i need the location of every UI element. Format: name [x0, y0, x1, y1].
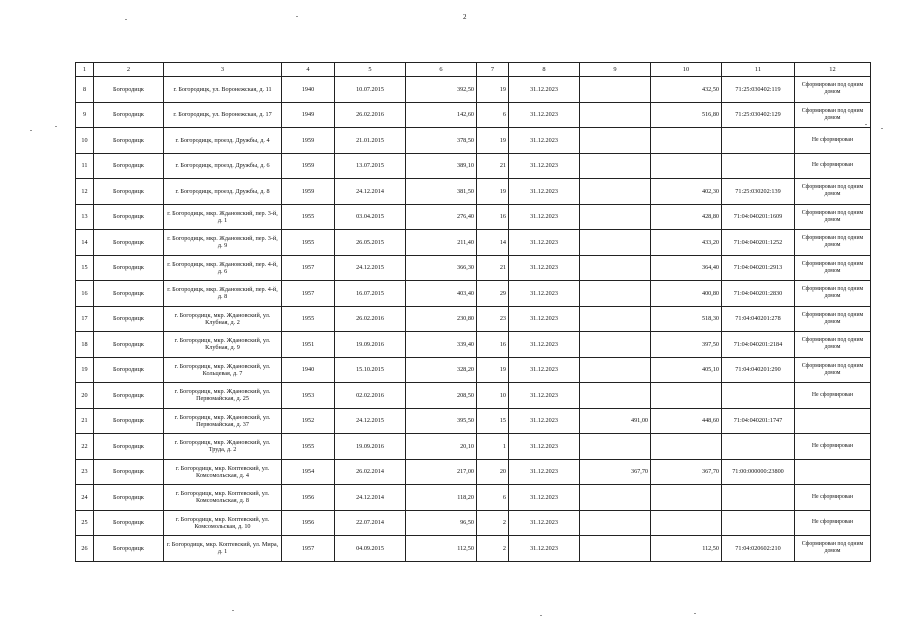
- deadline-cell: 31.12.2023: [509, 102, 580, 128]
- build-year-cell: 1952: [282, 408, 335, 434]
- land-status-cell: [795, 459, 871, 485]
- date-cell: 26.05.2015: [335, 230, 406, 256]
- date-cell: 24.12.2014: [335, 179, 406, 205]
- cadastral-number-cell: 71:04:040201:1609: [722, 204, 795, 230]
- address-cell: г. Богородицк, мкр. Коптевский, ул. Комсомольская, д. 10: [164, 510, 282, 536]
- area-cell: 217,00: [406, 459, 477, 485]
- scan-speck: [125, 19, 127, 20]
- row-number-cell: 10: [76, 128, 94, 154]
- cadastral-number-cell: 71:04:040201:278: [722, 306, 795, 332]
- build-year-cell: 1959: [282, 128, 335, 154]
- row-number-cell: 21: [76, 408, 94, 434]
- deadline-cell: 31.12.2023: [509, 459, 580, 485]
- address-cell: г. Богородицк, мкр. Коптевский, ул. Комсомольская, д. 4: [164, 459, 282, 485]
- address-cell: г. Богородицк, мкр. Ждановский, ул. Кольцевая, д. 7: [164, 357, 282, 383]
- scan-speck: [232, 610, 234, 611]
- area-col9-cell: [580, 77, 651, 103]
- build-year-cell: 1955: [282, 204, 335, 230]
- count-cell: 16: [477, 204, 509, 230]
- area-cell: 276,40: [406, 204, 477, 230]
- area-col10-cell: 433,20: [651, 230, 722, 256]
- count-cell: 19: [477, 77, 509, 103]
- cadastral-number-cell: 71:25:030402:129: [722, 102, 795, 128]
- row-number-cell: 18: [76, 332, 94, 358]
- cadastral-number-cell: [722, 153, 795, 179]
- area-cell: 96,50: [406, 510, 477, 536]
- area-col9-cell: 491,00: [580, 408, 651, 434]
- build-year-cell: 1955: [282, 306, 335, 332]
- table-row: [76, 153, 871, 179]
- deadline-cell: 31.12.2023: [509, 281, 580, 307]
- settlement-cell: Богородицк: [94, 281, 164, 307]
- area-col10-cell: 448,60: [651, 408, 722, 434]
- deadline-cell: 31.12.2023: [509, 306, 580, 332]
- row-number-cell: 14: [76, 230, 94, 256]
- area-cell: 366,30: [406, 255, 477, 281]
- date-cell: 13.07.2015: [335, 153, 406, 179]
- table-row: [76, 230, 871, 256]
- cadastral-number-cell: 71:00:000000:23800: [722, 459, 795, 485]
- table-row: [76, 434, 871, 460]
- area-cell: 20,10: [406, 434, 477, 460]
- area-col10-cell: 428,80: [651, 204, 722, 230]
- area-col9-cell: [580, 128, 651, 154]
- column-number-cell: 7: [477, 63, 509, 77]
- table-body: [76, 77, 871, 562]
- settlement-cell: Богородицк: [94, 485, 164, 511]
- count-cell: 19: [477, 128, 509, 154]
- table-row: [76, 179, 871, 205]
- count-cell: 20: [477, 459, 509, 485]
- date-cell: 22.07.2014: [335, 510, 406, 536]
- table-row: [76, 383, 871, 409]
- cadastral-number-cell: 71:04:040201:2184: [722, 332, 795, 358]
- row-number-cell: 25: [76, 510, 94, 536]
- settlement-cell: Богородицк: [94, 102, 164, 128]
- area-col9-cell: [580, 306, 651, 332]
- land-status-cell: Сформирован под одним домом: [795, 536, 871, 562]
- count-cell: 23: [477, 306, 509, 332]
- address-cell: г. Богородицк, мкр. Ждановский, ул. Первомайская, д. 37: [164, 408, 282, 434]
- deadline-cell: 31.12.2023: [509, 204, 580, 230]
- count-cell: 21: [477, 255, 509, 281]
- build-year-cell: 1940: [282, 357, 335, 383]
- build-year-cell: 1959: [282, 179, 335, 205]
- count-cell: 2: [477, 536, 509, 562]
- column-number-cell: 3: [164, 63, 282, 77]
- cadastral-number-cell: [722, 510, 795, 536]
- row-number-cell: 15: [76, 255, 94, 281]
- date-cell: 15.10.2015: [335, 357, 406, 383]
- settlement-cell: Богородицк: [94, 204, 164, 230]
- area-col10-cell: 367,70: [651, 459, 722, 485]
- land-status-cell: Не сформирован: [795, 510, 871, 536]
- settlement-cell: Богородицк: [94, 128, 164, 154]
- scan-speck: [296, 16, 298, 17]
- address-cell: г. Богородицк, проезд. Дружбы, д. 6: [164, 153, 282, 179]
- land-status-cell: Сформирован под одним домом: [795, 204, 871, 230]
- column-number-cell: 11: [722, 63, 795, 77]
- build-year-cell: 1959: [282, 153, 335, 179]
- cadastral-number-cell: 71:04:040201:1747: [722, 408, 795, 434]
- land-status-cell: [795, 408, 871, 434]
- cadastral-number-cell: [722, 434, 795, 460]
- land-status-cell: Сформирован под одним домом: [795, 332, 871, 358]
- address-cell: г. Богородицк, мкр. Ждановский, ул. Клубная, д. 9: [164, 332, 282, 358]
- count-cell: 19: [477, 357, 509, 383]
- date-cell: 16.07.2015: [335, 281, 406, 307]
- settlement-cell: Богородицк: [94, 230, 164, 256]
- row-number-cell: 19: [76, 357, 94, 383]
- deadline-cell: 31.12.2023: [509, 128, 580, 154]
- row-number-cell: 23: [76, 459, 94, 485]
- build-year-cell: 1955: [282, 230, 335, 256]
- cadastral-number-cell: 71:25:030202:139: [722, 179, 795, 205]
- area-col9-cell: [580, 179, 651, 205]
- table-row: [76, 332, 871, 358]
- area-cell: 403,40: [406, 281, 477, 307]
- address-cell: г. Богородицк, ул. Воронежская, д. 17: [164, 102, 282, 128]
- count-cell: 10: [477, 383, 509, 409]
- area-cell: 378,50: [406, 128, 477, 154]
- table-row: [76, 306, 871, 332]
- land-status-cell: Не сформирован: [795, 153, 871, 179]
- settlement-cell: Богородицк: [94, 408, 164, 434]
- address-cell: г. Богородицк, мкр. Коптевский, ул. Комсомольская, д. 8: [164, 485, 282, 511]
- address-cell: г. Богородицк, мкр. Ждановский, ул. Клубная, д. 2: [164, 306, 282, 332]
- table-row: [76, 536, 871, 562]
- date-cell: 03.04.2015: [335, 204, 406, 230]
- area-cell: 395,50: [406, 408, 477, 434]
- settlement-cell: Богородицк: [94, 77, 164, 103]
- date-cell: 24.12.2014: [335, 485, 406, 511]
- scan-speck: [881, 128, 883, 129]
- address-cell: г. Богородицк, мкр. Ждановский, пер. 3-й, д. 9: [164, 230, 282, 256]
- land-status-cell: Сформирован под одним домом: [795, 357, 871, 383]
- count-cell: 6: [477, 102, 509, 128]
- count-cell: 14: [477, 230, 509, 256]
- area-col10-cell: [651, 485, 722, 511]
- deadline-cell: 31.12.2023: [509, 536, 580, 562]
- area-cell: 112,50: [406, 536, 477, 562]
- area-cell: 211,40: [406, 230, 477, 256]
- area-col10-cell: [651, 434, 722, 460]
- settlement-cell: Богородицк: [94, 179, 164, 205]
- date-cell: 26.02.2016: [335, 102, 406, 128]
- area-cell: 389,10: [406, 153, 477, 179]
- land-status-cell: Сформирован под одним домом: [795, 281, 871, 307]
- cadastral-number-cell: [722, 485, 795, 511]
- date-cell: 21.01.2015: [335, 128, 406, 154]
- area-col10-cell: [651, 128, 722, 154]
- deadline-cell: 31.12.2023: [509, 332, 580, 358]
- area-col10-cell: 432,50: [651, 77, 722, 103]
- land-status-cell: Сформирован под одним домом: [795, 77, 871, 103]
- column-number-cell: 9: [580, 63, 651, 77]
- area-col9-cell: [580, 102, 651, 128]
- count-cell: 6: [477, 485, 509, 511]
- table-row: [76, 408, 871, 434]
- count-cell: 1: [477, 434, 509, 460]
- build-year-cell: 1951: [282, 332, 335, 358]
- deadline-cell: 31.12.2023: [509, 153, 580, 179]
- table-row: [76, 77, 871, 103]
- address-cell: г. Богородицк, мкр. Ждановский, ул. Первомайская, д. 25: [164, 383, 282, 409]
- column-number-cell: 8: [509, 63, 580, 77]
- table-row: [76, 281, 871, 307]
- build-year-cell: 1953: [282, 383, 335, 409]
- settlement-cell: Богородицк: [94, 383, 164, 409]
- count-cell: 29: [477, 281, 509, 307]
- area-col9-cell: [580, 383, 651, 409]
- settlement-cell: Богородицк: [94, 306, 164, 332]
- build-year-cell: 1956: [282, 485, 335, 511]
- area-cell: 392,50: [406, 77, 477, 103]
- area-cell: 118,20: [406, 485, 477, 511]
- area-col10-cell: 516,80: [651, 102, 722, 128]
- address-cell: г. Богородицк, мкр. Ждановский, ул. Труда, д. 2: [164, 434, 282, 460]
- row-number-cell: 9: [76, 102, 94, 128]
- area-col9-cell: [580, 255, 651, 281]
- area-col9-cell: [580, 434, 651, 460]
- table-row: [76, 357, 871, 383]
- count-cell: 16: [477, 332, 509, 358]
- build-year-cell: 1955: [282, 434, 335, 460]
- settlement-cell: Богородицк: [94, 434, 164, 460]
- column-number-cell: 6: [406, 63, 477, 77]
- area-cell: 339,40: [406, 332, 477, 358]
- build-year-cell: 1957: [282, 255, 335, 281]
- area-col9-cell: [580, 230, 651, 256]
- land-status-cell: Не сформирован: [795, 128, 871, 154]
- count-cell: 21: [477, 153, 509, 179]
- build-year-cell: 1956: [282, 510, 335, 536]
- area-col10-cell: 400,80: [651, 281, 722, 307]
- column-number-row: [76, 63, 871, 77]
- land-status-cell: Сформирован под одним домом: [795, 230, 871, 256]
- land-status-cell: Не сформирован: [795, 485, 871, 511]
- address-cell: г. Богородицк, мкр. Ждановский, пер. 3-й, д. 1: [164, 204, 282, 230]
- land-status-cell: Сформирован под одним домом: [795, 102, 871, 128]
- row-number-cell: 12: [76, 179, 94, 205]
- land-status-cell: Сформирован под одним домом: [795, 179, 871, 205]
- deadline-cell: 31.12.2023: [509, 383, 580, 409]
- scan-speck: [30, 130, 32, 131]
- settlement-cell: Богородицк: [94, 255, 164, 281]
- area-cell: 328,20: [406, 357, 477, 383]
- column-number-cell: 12: [795, 63, 871, 77]
- date-cell: 26.02.2016: [335, 306, 406, 332]
- area-col9-cell: 367,70: [580, 459, 651, 485]
- deadline-cell: 31.12.2023: [509, 255, 580, 281]
- settlement-cell: Богородицк: [94, 536, 164, 562]
- row-number-cell: 17: [76, 306, 94, 332]
- date-cell: 24.12.2015: [335, 255, 406, 281]
- cadastral-number-cell: 71:25:030402:119: [722, 77, 795, 103]
- cadastral-number-cell: 71:04:040201:2830: [722, 281, 795, 307]
- table-row: [76, 485, 871, 511]
- settlement-cell: Богородицк: [94, 459, 164, 485]
- build-year-cell: 1957: [282, 536, 335, 562]
- column-number-cell: 5: [335, 63, 406, 77]
- address-cell: г. Богородицк, мкр. Коптевский, ул. Мира, д. 1: [164, 536, 282, 562]
- address-cell: г. Богородицк, ул. Воронежская, д. 11: [164, 77, 282, 103]
- address-cell: г. Богородицк, мкр. Ждановский, пер. 4-й, д. 8: [164, 281, 282, 307]
- row-number-cell: 22: [76, 434, 94, 460]
- table-row: [76, 128, 871, 154]
- table-row: [76, 459, 871, 485]
- area-col10-cell: 364,40: [651, 255, 722, 281]
- area-col9-cell: [580, 536, 651, 562]
- row-number-cell: 20: [76, 383, 94, 409]
- housing-registry-table: [75, 62, 871, 562]
- cadastral-number-cell: 71:04:040201:2913: [722, 255, 795, 281]
- date-cell: 10.07.2015: [335, 77, 406, 103]
- date-cell: 19.09.2016: [335, 332, 406, 358]
- date-cell: 19.09.2016: [335, 434, 406, 460]
- area-cell: 230,80: [406, 306, 477, 332]
- row-number-cell: 8: [76, 77, 94, 103]
- build-year-cell: 1940: [282, 77, 335, 103]
- area-col9-cell: [580, 357, 651, 383]
- land-status-cell: Не сформирован: [795, 434, 871, 460]
- area-col10-cell: 397,50: [651, 332, 722, 358]
- area-col10-cell: 518,30: [651, 306, 722, 332]
- area-col10-cell: 402,30: [651, 179, 722, 205]
- area-cell: 381,50: [406, 179, 477, 205]
- deadline-cell: 31.12.2023: [509, 510, 580, 536]
- row-number-cell: 13: [76, 204, 94, 230]
- deadline-cell: 31.12.2023: [509, 485, 580, 511]
- date-cell: 24.12.2015: [335, 408, 406, 434]
- cadastral-number-cell: 71:04:040201:290: [722, 357, 795, 383]
- area-col9-cell: [580, 332, 651, 358]
- land-status-cell: Сформирован под одним домом: [795, 306, 871, 332]
- deadline-cell: 31.12.2023: [509, 77, 580, 103]
- column-number-cell: 10: [651, 63, 722, 77]
- row-number-cell: 16: [76, 281, 94, 307]
- area-col10-cell: 112,50: [651, 536, 722, 562]
- table-row: [76, 510, 871, 536]
- area-col9-cell: [580, 485, 651, 511]
- area-col10-cell: [651, 510, 722, 536]
- build-year-cell: 1954: [282, 459, 335, 485]
- table-row: [76, 204, 871, 230]
- area-cell: 208,50: [406, 383, 477, 409]
- scan-speck: [55, 126, 57, 127]
- column-number-cell: 1: [76, 63, 94, 77]
- address-cell: г. Богородицк, проезд. Дружбы, д. 8: [164, 179, 282, 205]
- deadline-cell: 31.12.2023: [509, 179, 580, 205]
- cadastral-number-cell: 71:04:020602:210: [722, 536, 795, 562]
- area-col9-cell: [580, 281, 651, 307]
- scan-speck: [540, 615, 542, 616]
- land-status-cell: Сформирован под одним домом: [795, 255, 871, 281]
- settlement-cell: Богородицк: [94, 332, 164, 358]
- row-number-cell: 24: [76, 485, 94, 511]
- scan-speck: [694, 613, 696, 614]
- date-cell: 26.02.2014: [335, 459, 406, 485]
- page-number: 2: [463, 13, 467, 21]
- area-col9-cell: [580, 510, 651, 536]
- cadastral-number-cell: [722, 383, 795, 409]
- build-year-cell: 1949: [282, 102, 335, 128]
- column-number-cell: 4: [282, 63, 335, 77]
- deadline-cell: 31.12.2023: [509, 408, 580, 434]
- column-number-cell: 2: [94, 63, 164, 77]
- table-row: [76, 102, 871, 128]
- row-number-cell: 26: [76, 536, 94, 562]
- settlement-cell: Богородицк: [94, 153, 164, 179]
- count-cell: 15: [477, 408, 509, 434]
- address-cell: г. Богородицк, мкр. Ждановский, пер. 4-й, д. 6: [164, 255, 282, 281]
- deadline-cell: 31.12.2023: [509, 357, 580, 383]
- address-cell: г. Богородицк, проезд. Дружбы, д. 4: [164, 128, 282, 154]
- area-col10-cell: [651, 153, 722, 179]
- settlement-cell: Богородицк: [94, 357, 164, 383]
- area-col9-cell: [580, 204, 651, 230]
- cadastral-number-cell: [722, 128, 795, 154]
- count-cell: 19: [477, 179, 509, 205]
- area-cell: 142,60: [406, 102, 477, 128]
- deadline-cell: 31.12.2023: [509, 434, 580, 460]
- cadastral-number-cell: 71:04:040201:1252: [722, 230, 795, 256]
- area-col10-cell: [651, 383, 722, 409]
- date-cell: 02.02.2016: [335, 383, 406, 409]
- deadline-cell: 31.12.2023: [509, 230, 580, 256]
- count-cell: 2: [477, 510, 509, 536]
- build-year-cell: 1957: [282, 281, 335, 307]
- row-number-cell: 11: [76, 153, 94, 179]
- area-col9-cell: [580, 153, 651, 179]
- settlement-cell: Богородицк: [94, 510, 164, 536]
- date-cell: 04.09.2015: [335, 536, 406, 562]
- table-row: [76, 255, 871, 281]
- land-status-cell: Не сформирован: [795, 383, 871, 409]
- area-col10-cell: 405,10: [651, 357, 722, 383]
